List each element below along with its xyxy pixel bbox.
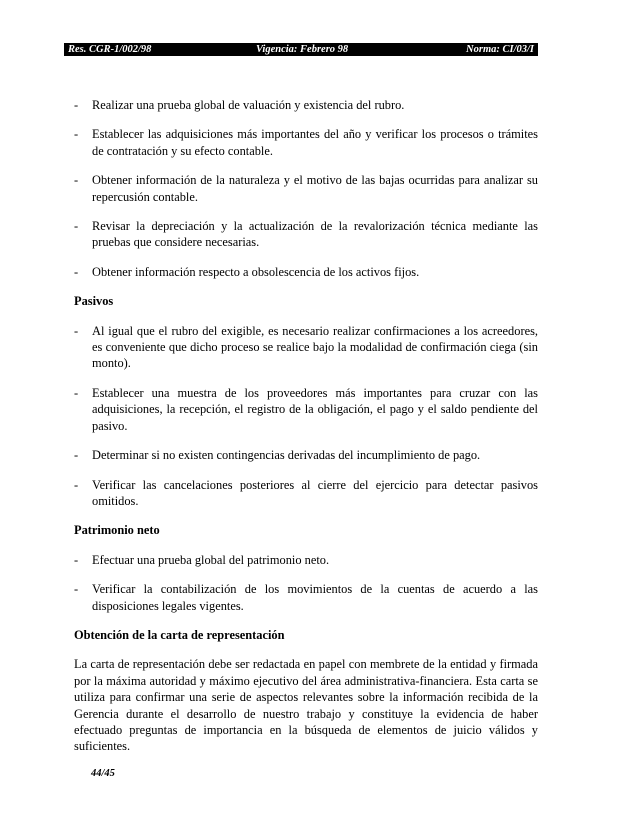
list-item-text: Determinar si no existen contingencias derivadas del incumplimiento de pago. bbox=[92, 448, 481, 463]
list-item-text: Verificar las cancelaciones posteriores al cierre del ejercicio para detectar pasivos omitidos. bbox=[92, 477, 538, 508]
header-resolution: Res. CGR-1/002/98 bbox=[68, 44, 152, 55]
list-item bbox=[74, 264, 538, 280]
header-norma: Norma: CI/03/I bbox=[466, 44, 534, 55]
section-heading-pasivos: Pasivos bbox=[74, 294, 114, 309]
bullet-dash: - bbox=[74, 264, 79, 279]
list-item bbox=[74, 447, 538, 463]
list-item-text: Establecer las adquisiciones más importantes del año y verificar los procesos o trámites de contratación y su efecto contable. bbox=[92, 127, 538, 158]
list-item-text: Revisar la depreciación y la actualización de la revalorización técnica mediante las pruebas que considere necesarias. bbox=[92, 219, 538, 250]
page-number: 44/45 bbox=[91, 768, 115, 779]
bullet-dash: - bbox=[74, 582, 79, 597]
header-vigencia: Vigencia: Febrero 98 bbox=[256, 44, 349, 55]
bullet-dash: - bbox=[74, 448, 79, 463]
list-item-text: Obtener información de la naturaleza y el motivo de las bajas ocurridas para analizar su repercusión contable. bbox=[92, 173, 538, 204]
bullet-dash: - bbox=[74, 173, 79, 188]
list-item-text: Obtener información respecto a obsolescencia de los activos fijos. bbox=[92, 264, 420, 279]
list-item bbox=[74, 218, 538, 251]
list-item bbox=[74, 477, 538, 510]
list-item bbox=[74, 126, 538, 159]
list-item bbox=[74, 385, 538, 434]
bullet-dash: - bbox=[74, 323, 79, 338]
list-item-text: Verificar la contabilización de los movimientos de la cuentas de acuerdo a las disposiciones legales vigentes. bbox=[92, 582, 538, 613]
document-body bbox=[74, 97, 538, 755]
list-item bbox=[74, 172, 538, 205]
bullet-dash: - bbox=[74, 477, 79, 492]
list-item bbox=[74, 581, 538, 614]
bullet-dash: - bbox=[74, 219, 79, 234]
list-item-text: Al igual que el rubro del exigible, es necesario realizar confirmaciones a los acreedores, es conveniente que dicho proceso se realice bajo la modalidad de confirmación ciega (sin monto). bbox=[92, 323, 538, 371]
bullet-dash: - bbox=[74, 98, 79, 112]
list-item bbox=[74, 97, 538, 113]
list-item bbox=[74, 323, 538, 372]
section-heading-patrimonio: Patrimonio neto bbox=[74, 523, 160, 538]
list-item-text: Realizar una prueba global de valuación y existencia del rubro. bbox=[92, 98, 405, 112]
bullet-dash: - bbox=[74, 552, 79, 567]
list-item-text: Establecer una muestra de los proveedores más importantes para cruzar con las adquisiciones, la recepción, el registro de la obligación, el pago y el saldo pendiente del pasivo. bbox=[92, 385, 538, 433]
list-item bbox=[74, 552, 538, 568]
list-item-text: Efectuar una prueba global del patrimonio neto. bbox=[92, 552, 330, 567]
page-header bbox=[64, 43, 538, 56]
bullet-dash: - bbox=[74, 385, 79, 400]
carta-paragraph: La carta de representación debe ser redactada en papel con membrete de la entidad y firmada por la máxima autoridad y máximo ejecutivo del área administrativa-financiera. Esta carta se utiliza para confirmar una serie de aspectos relevantes sobre la información recibida de la Gerencia durante el desarrollo de nuestro trabajo y constituye la evidencia de haber efectuado preguntas de importancia en la búsqueda de elementos de juicio válidos y suficientes. bbox=[74, 657, 538, 754]
section-heading-carta: Obtención de la carta de representación bbox=[74, 627, 285, 642]
bullet-dash: - bbox=[74, 127, 79, 142]
